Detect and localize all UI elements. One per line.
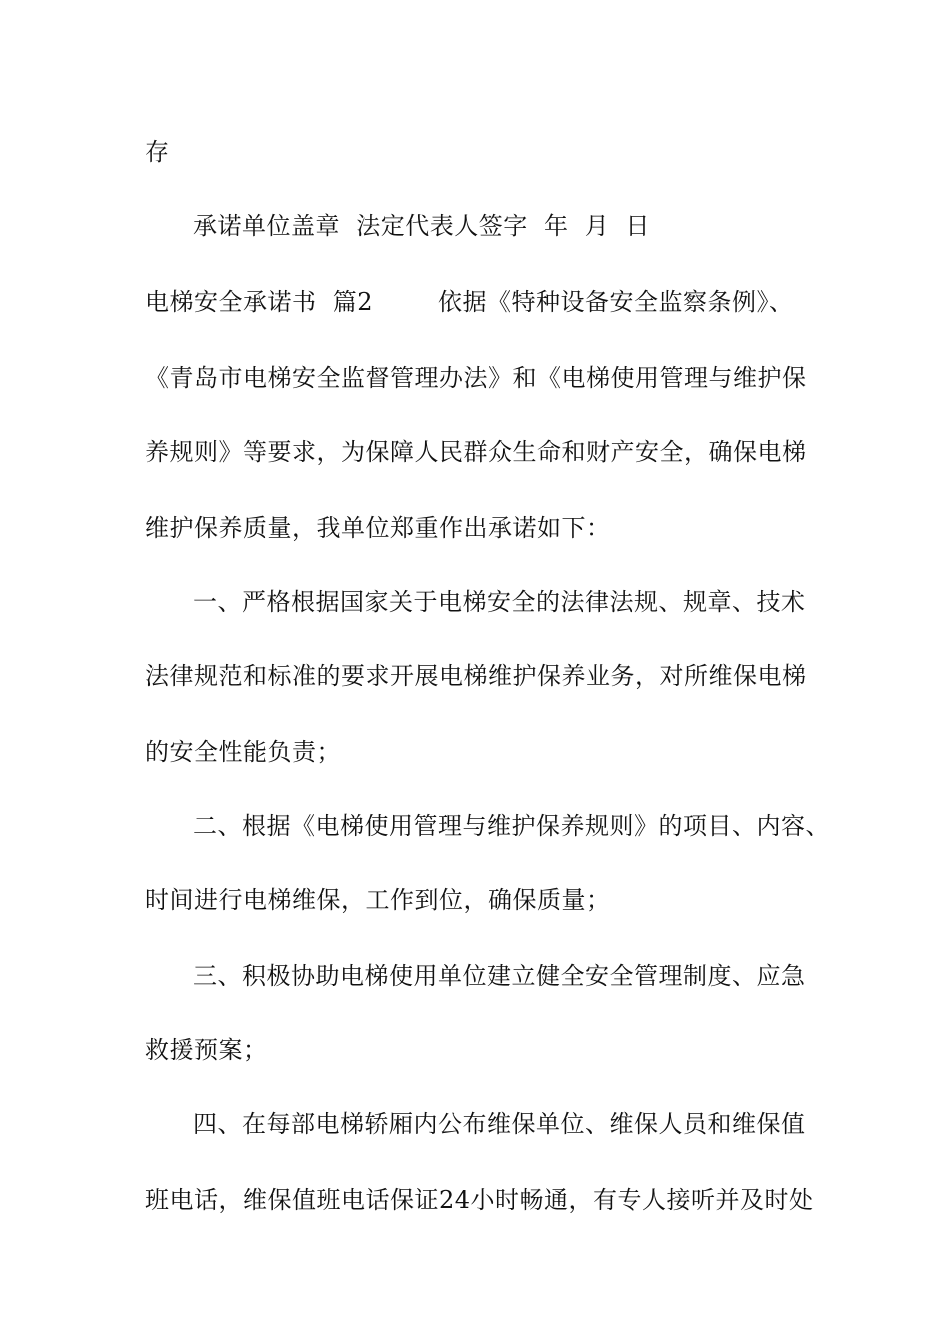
text-line: 存 xyxy=(145,138,170,166)
text-line: 四、在每部电梯轿厢内公布维保单位、维保人员和维保值 xyxy=(193,1110,806,1138)
text-line: 一、严格根据国家关于电梯安全的法律法规、规章、技术 xyxy=(193,588,806,616)
text-line: 维护保养质量，我单位郑重作出承诺如下： xyxy=(145,514,611,542)
text-line: 时间进行电梯维保，工作到位，确保质量； xyxy=(145,886,611,914)
text-line: 的安全性能负责； xyxy=(145,738,341,766)
signature-line: 承诺单位盖章 法定代表人签字 年 月 日 xyxy=(193,212,651,240)
text-line: 养规则》等要求，为保障人民群众生命和财产安全，确保电梯 xyxy=(145,438,807,466)
text-line: 《青岛市电梯安全监督管理办法》和《电梯使用管理与维护保 xyxy=(145,364,807,392)
text-line: 三、积极协助电梯使用单位建立健全安全管理制度、应急 xyxy=(193,962,806,990)
section-heading-line: 电梯安全承诺书 篇2 依据《特种设备安全监察条例》、 xyxy=(145,288,794,316)
text-line: 救援预案； xyxy=(145,1036,268,1064)
text-line: 法律规范和标准的要求开展电梯维护保养业务，对所维保电梯 xyxy=(145,662,807,690)
text-line: 二、根据《电梯使用管理与维护保养规则》的项目、内容、 xyxy=(193,812,830,840)
text-line: 班电话，维保值班电话保证24小时畅通，有专人接听并及时处 xyxy=(145,1186,814,1214)
